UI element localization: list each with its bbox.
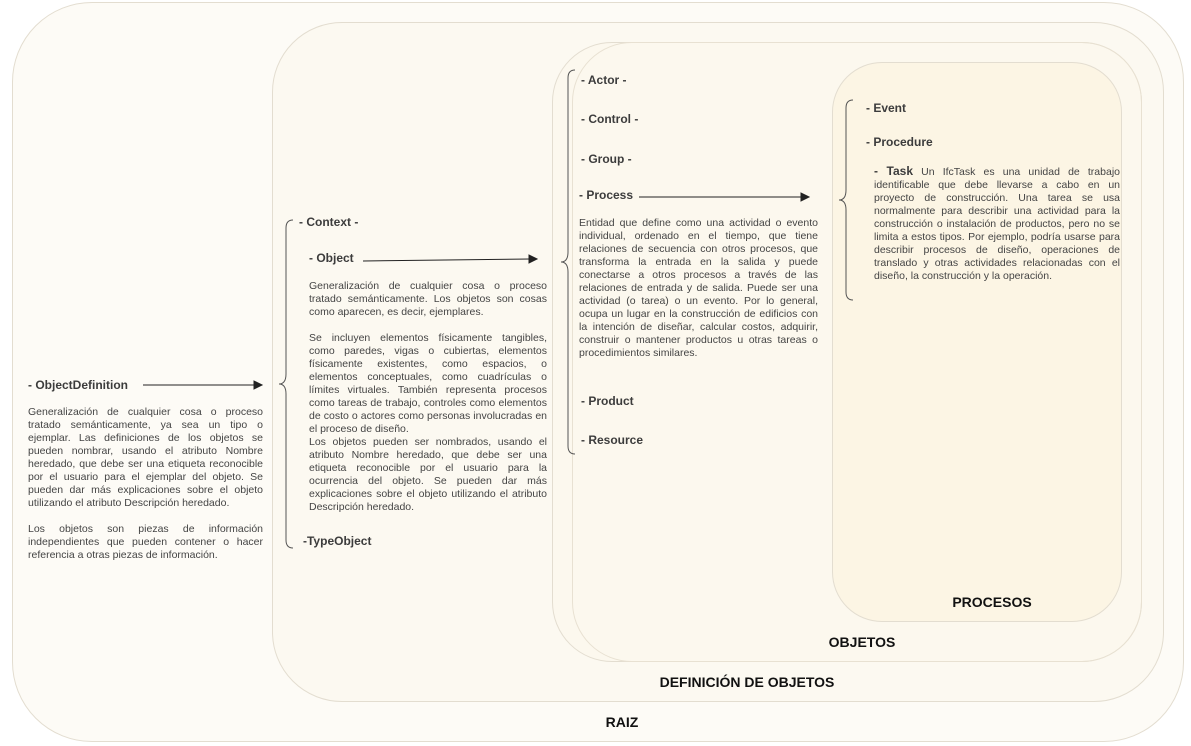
task-description: Un IfcTask es una unidad de trabajo identificable que debe llevarse a cabo en un proyecto de construcción. Una tarea se usa normalmente para describir una actividad para la construcción o instalación de productos, pero no se limita a estos tipos. Por ejemplo, podría usarse para describir procesos de diseño, operaciones de translado y otras actividades relacionadas con el diseño, la construcción y la operación. [874,166,1120,282]
object-description: Generalización de cualquier cosa o proceso tratado semánticamente. Los objetos son cosas como aparecen, es decir, ejemplares. Se incluyen elementos físicamente tangibles, como paredes, vigas o cubiertas, elementos físicamente existentes, como espacios, o elementos conceptuales, como cuadrículas o límites virtuales. También representa procesos como tareas de trabajo, controles como elementos de costo o actores como personas involucradas en el proceso de diseño. Los objetos pueden ser nombrados, usando el atributo Nombre heredado, que debe ser una etiqueta reconocible por el usuario para la ocurrencia del objeto. Se pueden dar más explicaciones sobre el objeto utilizando el atributo Descripción heredado. [309,280,547,513]
type-object-label: -TypeObject [303,534,372,548]
actor-label: - Actor - [581,73,627,87]
arrow-object-head [529,255,537,263]
brace-context [279,220,293,548]
region-title-objetos: OBJETOS [828,634,896,650]
group-label: - Group - [581,152,632,166]
region-title-raiz: RAIZ [605,714,639,730]
context-label: - Context - [299,215,359,229]
procedure-label: - Procedure [866,135,933,149]
task-label: - Task [874,164,914,178]
arrow-objectdefinition-head [254,381,262,389]
object-definition-description: Generalización de cualquier cosa o proceso tratado semánticamente, ya sea un tipo o ejemplar. Las definiciones de los objetos se pueden nombrar, usando el atributo Nombre heredado, que debe ser una etiqueta reconocible por el usuario para el ejemplar del objeto. Se pueden dar más explicaciones sobre el objeto utilizando el atributo Descripción heredado. Los objetos son piezas de información independientes que pueden contener o hacer referencia a otras piezas de información. [28,406,263,561]
task-block [874,165,1120,283]
object-definition-label: - ObjectDefinition [28,378,128,392]
product-label: - Product [581,394,634,408]
brace-objetos [561,70,575,454]
brace-procesos [839,100,853,300]
region-title-definicion: DEFINICIÓN DE OBJETOS [659,674,835,690]
resource-label: - Resource [581,433,644,447]
arrow-object-line [363,259,530,261]
process-label: - Process [579,188,634,202]
object-label: - Object [309,251,354,265]
control-label: - Control - [581,112,639,126]
process-description: Entidad que define como una actividad o evento individual, ordenado en el tiempo, que tiene relaciones de secuencia con otros procesos, que transforma la entrada en la salida y puede conectarse a otros procesos a través de las relaciones de entrada y de salida. Puede ser una actividad (o tarea) o un evento. Por lo general, ocupa un lugar en la construcción de edificios con la intención de diseñar, calcular costos, adquirir, construir o mantener productos u otras tareas o procedimientos similares. [579,217,818,359]
region-title-procesos: PROCESOS [952,594,1032,610]
arrow-process-head [801,193,809,201]
event-label: - Event [866,101,907,115]
